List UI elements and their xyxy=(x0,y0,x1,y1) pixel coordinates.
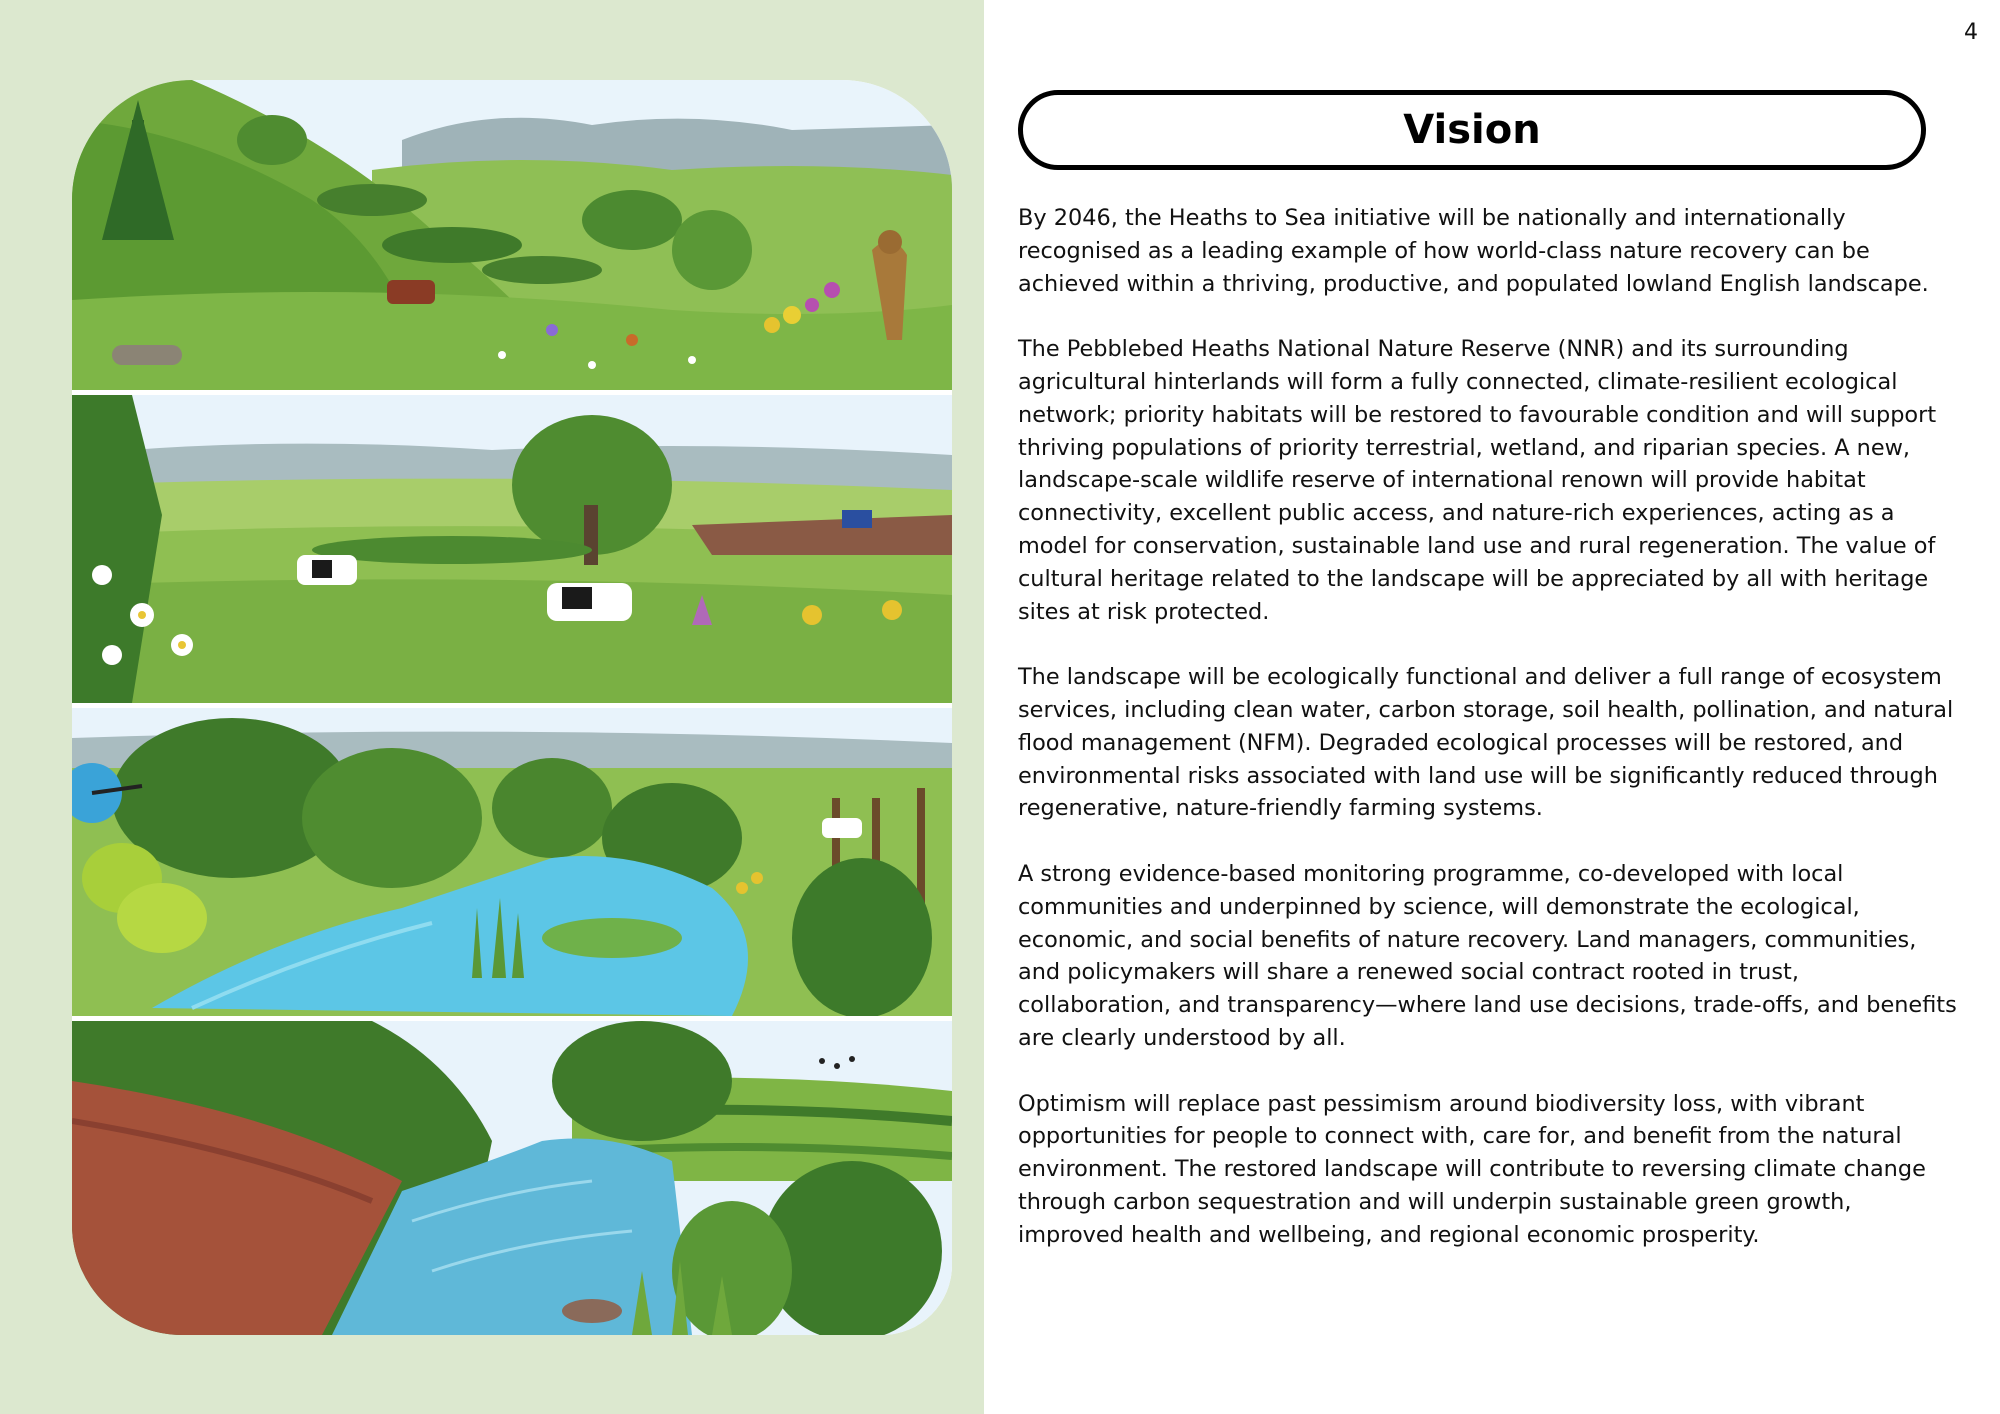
page-number: 4 xyxy=(1964,20,1978,45)
vision-body xyxy=(1018,202,1958,1284)
page-title: Vision xyxy=(1403,107,1541,153)
illustration-panel-heathland xyxy=(72,80,952,390)
paragraph: A strong evidence-based monitoring programme, co-developed with local communities and underpinned by science, will demonstrate the ecological, economic, and social benefits of nature recovery. Land managers, communities, and policymakers will share a renewed social contract rooted in trust, collaboration, and transparency—where land use decisions, trade-offs, and benefits are clearly understood by all. xyxy=(1018,860,1957,1051)
illustration-panel-farmland xyxy=(72,395,952,703)
text-panel xyxy=(984,0,2000,1414)
illustration-panel-estuary xyxy=(72,1021,952,1335)
illustration-panel-river xyxy=(72,708,952,1016)
paragraph: The landscape will be ecologically functional and deliver a full range of ecosystem services, including clean water, carbon storage, soil health, pollination, and natural flood management (NFM). Degraded ecological processes will be restored, and environmental risks associated with land use will be significantly reduced through regenerative, nature-friendly farming systems. xyxy=(1018,664,1954,822)
illustration-background xyxy=(0,0,984,1414)
paragraph: By 2046, the Heaths to Sea initiative will be nationally and internationally recognised as a leading example of how world-class nature recovery can be achieved within a thriving, productive, and populated lowland English landscape. xyxy=(1018,205,1929,297)
paragraph: The Pebblebed Heaths National Nature Reserve (NNR) and its surrounding agricultural hinterlands will form a fully connected, climate-resilient ecological network; priority habitats will be restored to favourable condition and will support thriving populations of priority terrestrial, wetland, and riparian species. A new, landscape-scale wildlife reserve of international renown will provide habitat connectivity, excellent public access, and nature-rich experiences, acting as a model for conservation, sustainable land use and rural regeneration. The value of cultural heritage related to the landscape will be appreciated by all with heritage sites at risk protected. xyxy=(1018,336,1937,625)
landscape-illustration xyxy=(72,80,952,1335)
paragraph: Optimism will replace past pessimism around biodiversity loss, with vibrant opportunities for people to connect with, care for, and benefit from the natural environment. The restored landscape will contribute to reversing climate change through carbon sequestration and will underpin sustainable green growth, improved health and wellbeing, and regional economic prosperity. xyxy=(1018,1090,1926,1248)
title-banner xyxy=(1018,90,1926,170)
